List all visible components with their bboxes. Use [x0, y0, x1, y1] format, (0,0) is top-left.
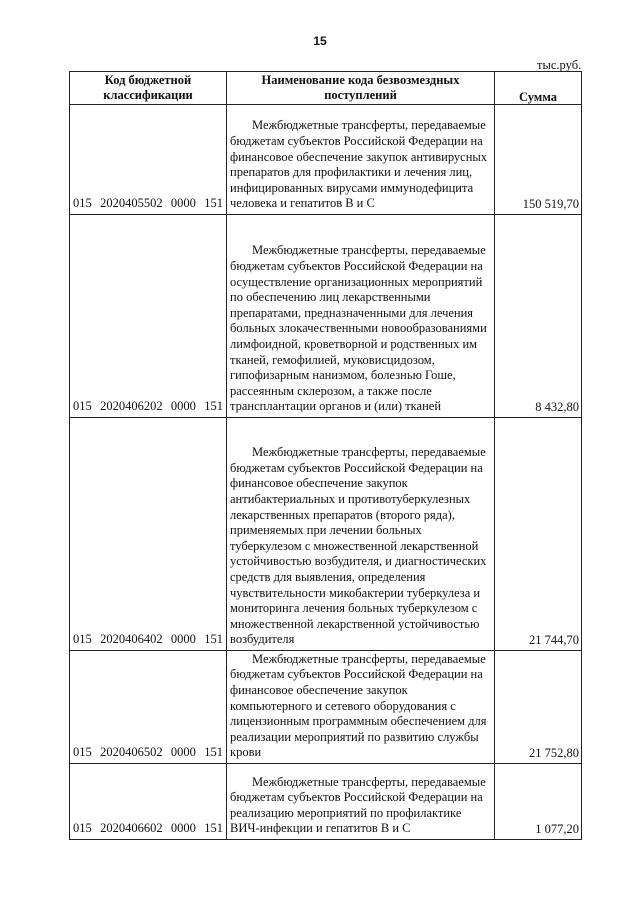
header-code: Код бюджетной классификации: [70, 72, 227, 105]
sum-cell: 8 432,80: [495, 215, 582, 418]
code-cell: [70, 651, 227, 764]
code-part: 151: [204, 745, 223, 760]
name-cell: [227, 651, 495, 764]
page-number: 15: [313, 34, 327, 48]
header-name: Наименование кода безвозмездных поступлений: [227, 72, 495, 105]
code-cell: [70, 105, 227, 215]
code-part: 151: [204, 821, 223, 836]
row-description: Межбюджетные трансферты, передаваемые бюджетам субъектов Российской Федерации на реализацию мероприятий по профилактике ВИЧ-инфекции и гепатитов В и С: [230, 774, 486, 836]
table-row: [70, 651, 582, 764]
code-part: 015: [73, 632, 92, 647]
row-description: Межбюджетные трансферты, передаваемые бюджетам субъектов Российской Федерации на финансовое обеспечение закупок компьютерного и сетевого оборудования с лицензионным программным обеспечением для реализации мероприятий по развитию службы крови: [230, 651, 487, 760]
table-header-row: [70, 72, 582, 105]
code-part: 015: [73, 399, 92, 414]
code-part: 0000: [170, 745, 196, 760]
budget-table: [69, 71, 582, 840]
name-cell: [227, 764, 495, 840]
table-row: [70, 418, 582, 651]
code-part: 015: [73, 196, 92, 211]
code-part: 015: [73, 821, 92, 836]
table-row: [70, 105, 582, 215]
code-cell: [70, 764, 227, 840]
code-part: 0000: [170, 632, 196, 647]
code-part: 015: [73, 745, 92, 760]
table-row: [70, 215, 582, 418]
header-sum: Сумма: [495, 72, 582, 105]
sum-cell: 21 752,80: [495, 651, 582, 764]
code-part: 0000: [170, 196, 196, 211]
row-description: Межбюджетные трансферты, передаваемые бюджетам субъектов Российской Федерации на финансовое обеспечение закупок антибактериальных и противотуберкулезных лекарственных препаратов (второго ряда), применяемых при лечении больных туберкулезом с множественной лекарственной устойчивостью возбудителя, и диагностических средств для выявления, определения чувствительности микобактерии туберкулеза и мониторинга лечения больных туберкулезом с множественной лекарственной устойчивостью возбудителя: [230, 445, 487, 647]
table-row: [70, 764, 582, 840]
code-cell: [70, 215, 227, 418]
name-cell: [227, 105, 495, 215]
code-part: 151: [204, 196, 223, 211]
row-description: Межбюджетные трансферты, передаваемые бюджетам субъектов Российской Федерации на финансовое обеспечение закупок антивирусных препаратов для профилактики и лечения лиц, инфицированных вирусами иммунодефицита человека и гепатитов В и С: [230, 118, 488, 211]
code-part: 2020405502: [100, 196, 163, 211]
code-part: 151: [204, 632, 223, 647]
name-cell: [227, 418, 495, 651]
sum-cell: 150 519,70: [495, 105, 582, 215]
units-label: тыс.руб.: [537, 58, 582, 72]
code-part: 0000: [170, 821, 196, 836]
code-cell: [70, 418, 227, 651]
code-part: 2020406202: [100, 399, 163, 414]
code-part: 2020406402: [100, 632, 163, 647]
code-part: 0000: [170, 399, 196, 414]
name-cell: [227, 215, 495, 418]
sum-cell: 21 744,70: [495, 418, 582, 651]
sum-cell: 1 077,20: [495, 764, 582, 840]
row-description: Межбюджетные трансферты, передаваемые бюджетам субъектов Российской Федерации на осуществление организационных мероприятий по обеспечению лиц лекарственными препаратами, предназначенными для лечения больных злокачественными новообразованиями лимфоидной, кроветворной и родственных им тканей, гемофилией, муковисцидозом, гипофизарным нанизмом, болезнью Гоше, рассеянным склерозом, а также после трансплантации органов и (или) тканей: [230, 243, 487, 414]
code-part: 2020406602: [100, 821, 163, 836]
code-part: 2020406502: [100, 745, 163, 760]
code-part: 151: [204, 399, 223, 414]
